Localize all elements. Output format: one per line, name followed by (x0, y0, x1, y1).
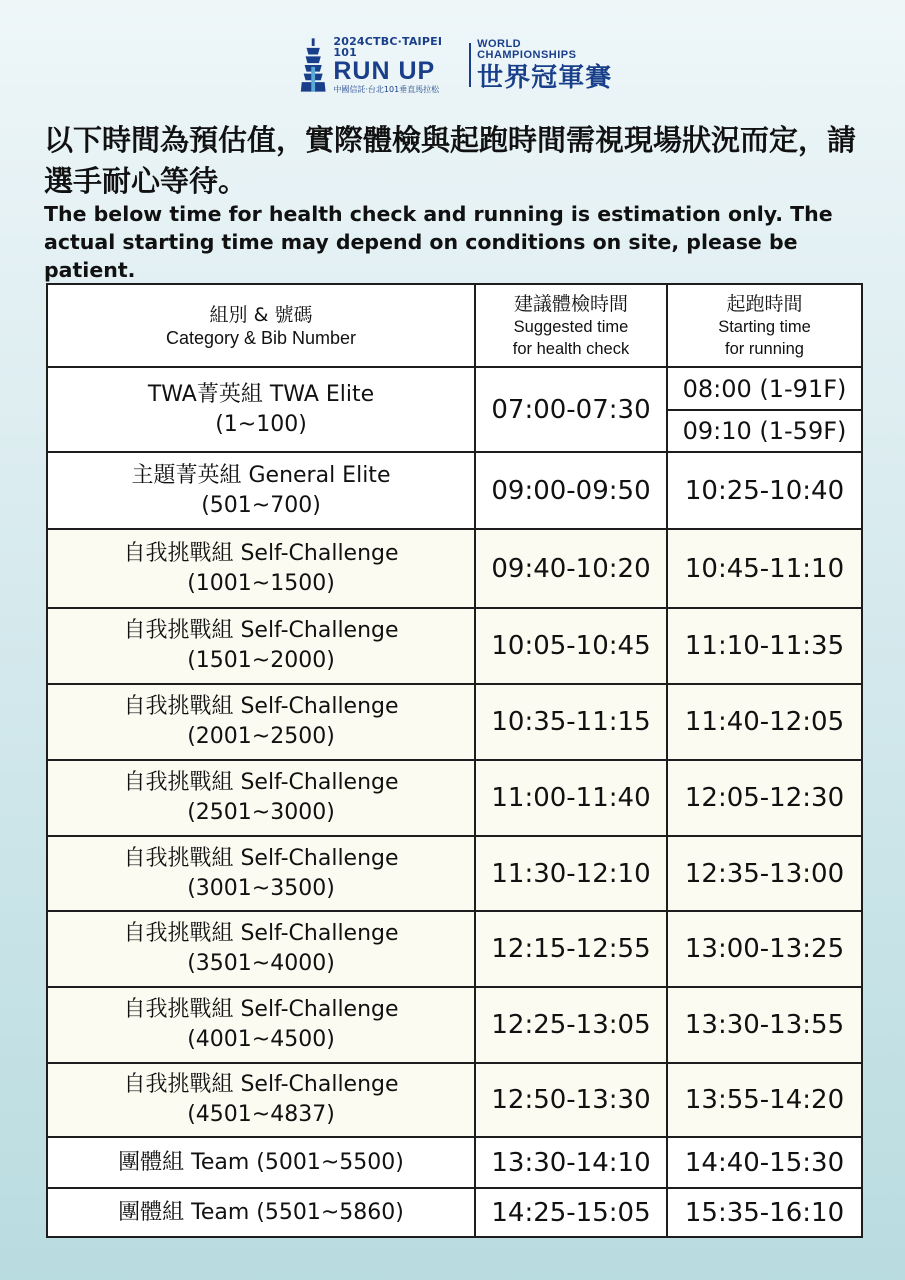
cell-start-time: 11:40-12:05 (667, 684, 862, 760)
cell-check-time: 10:35-11:15 (475, 684, 667, 760)
table-row (47, 911, 862, 987)
header-category-en: Category & Bib Number (165, 327, 357, 348)
table-row (47, 529, 862, 608)
cell-check-time: 09:40-10:20 (475, 529, 667, 608)
cell-start-time: 11:10-11:35 (667, 608, 862, 684)
cell-category (47, 836, 475, 911)
table-row (47, 987, 862, 1063)
header-health-check (475, 284, 667, 367)
event-logo (297, 36, 617, 94)
cell-start-time: 10:45-11:10 (667, 529, 862, 608)
cell-start-time: 13:00-13:25 (667, 911, 862, 987)
cell-start-time: 15:35-16:10 (667, 1188, 862, 1237)
cell-start-time: 09:10 (1-59F) (667, 410, 862, 452)
cell-check-time: 12:25-13:05 (475, 987, 667, 1063)
category-line2: (1501~2000) (187, 648, 335, 673)
header-start-zh: 起跑時間 (726, 292, 803, 315)
cell-category (47, 529, 475, 608)
table-row (47, 1063, 862, 1137)
category-line1: 自我挑戰組 Self-Challenge (123, 770, 399, 795)
category-line2: (4501~4837) (187, 1102, 335, 1127)
category-line1: 自我挑戰組 Self-Challenge (123, 618, 399, 643)
category-line2: (3001~3500) (187, 875, 335, 901)
cell-category (47, 760, 475, 836)
cell-check-time: 11:30-12:10 (475, 836, 667, 911)
cell-start-time: 14:40-15:30 (667, 1137, 862, 1188)
category-line1: 自我挑戰組 Self-Challenge (123, 1072, 399, 1097)
logo-divider (469, 43, 471, 87)
cell-category (47, 684, 475, 760)
cell-category: 團體組 Team (5001~5500) (47, 1137, 475, 1188)
cell-category (47, 452, 475, 529)
cell-start-time: 12:05-12:30 (667, 760, 862, 836)
category-line1: 自我挑戰組 Self-Challenge (123, 694, 399, 719)
header-category-zh: 組別 & 號碼 (209, 303, 313, 326)
table-row (47, 684, 862, 760)
logo-subtitle: 中國信託·台北101垂直馬拉松 (333, 85, 440, 94)
table-row (47, 836, 862, 911)
header-check-zh: 建議體檢時間 (513, 292, 628, 315)
notice-zh: 以下時間為預估值，實際體檢與起跑時間需視現場狀況而定，請選手耐心等待。 (44, 123, 857, 198)
table-row (47, 452, 862, 529)
logo-world-championships: WORLD CHAMPIONSHIPS (477, 38, 577, 61)
cell-category (47, 987, 475, 1063)
header-check-en2: for health check (512, 339, 630, 358)
table-row (47, 1137, 862, 1188)
schedule-table (46, 283, 863, 1238)
logo-championship-zh: 世界冠軍賽 (477, 63, 613, 93)
category-line1: 自我挑戰組 Self-Challenge (123, 921, 399, 946)
category-line2: (501~700) (201, 492, 321, 518)
cell-check-time: 14:25-15:05 (475, 1188, 667, 1237)
cell-check-time: 12:15-12:55 (475, 911, 667, 987)
cell-check-time: 12:50-13:30 (475, 1063, 667, 1137)
category-line2: (2001~2500) (187, 724, 335, 749)
cell-check-time: 09:00-09:50 (475, 452, 667, 529)
cell-category (47, 1063, 475, 1137)
logo-main: RUN UP (333, 57, 436, 85)
table-row (47, 760, 862, 836)
cell-category (47, 367, 475, 452)
cell-start-time: 13:55-14:20 (667, 1063, 862, 1137)
notice-en: The below time for health check and running is estimation only. The actual starting time may depend on conditions on site, please be patient. (44, 202, 833, 282)
category-line2: (4001~4500) (187, 1027, 335, 1052)
cell-check-time: 10:05-10:45 (475, 608, 667, 684)
table-row (47, 608, 862, 684)
table-row (47, 1188, 862, 1237)
taipei101-tower-icon (297, 37, 329, 93)
category-line2: (3501~4000) (187, 951, 335, 976)
table-row (47, 367, 862, 410)
cell-category: 團體組 Team (5501~5860) (47, 1188, 475, 1237)
cell-start-time: 13:30-13:55 (667, 987, 862, 1063)
cell-check-time: 11:00-11:40 (475, 760, 667, 836)
logo-top-line: 2024CTBC·TAIPEI 101 (333, 35, 443, 59)
category-line1: 自我挑戰組 Self-Challenge (123, 540, 399, 566)
category-line1: 自我挑戰組 Self-Challenge (123, 845, 399, 871)
category-line1: 自我挑戰組 Self-Challenge (123, 997, 399, 1022)
header-start-en2: for running (725, 339, 804, 358)
category-line2: (1001~1500) (187, 570, 335, 596)
cell-start-time: 08:00 (1-91F) (667, 367, 862, 410)
header-category (47, 284, 475, 367)
cell-category (47, 608, 475, 684)
header-start (667, 284, 862, 367)
category-line2: (1~100) (215, 411, 307, 437)
table-header-row (47, 284, 862, 367)
header-start-en1: Starting time (718, 317, 811, 336)
cell-category (47, 911, 475, 987)
cell-check-time: 07:00-07:30 (475, 367, 667, 452)
category-line1: TWA菁英組 TWA Elite (147, 381, 375, 407)
cell-start-time: 12:35-13:00 (667, 836, 862, 911)
cell-start-time: 10:25-10:40 (667, 452, 862, 529)
category-line2: (2501~3000) (187, 800, 335, 825)
cell-check-time: 13:30-14:10 (475, 1137, 667, 1188)
category-line1: 主題菁英組 General Elite (131, 462, 391, 488)
header-check-en1: Suggested time (513, 317, 629, 336)
